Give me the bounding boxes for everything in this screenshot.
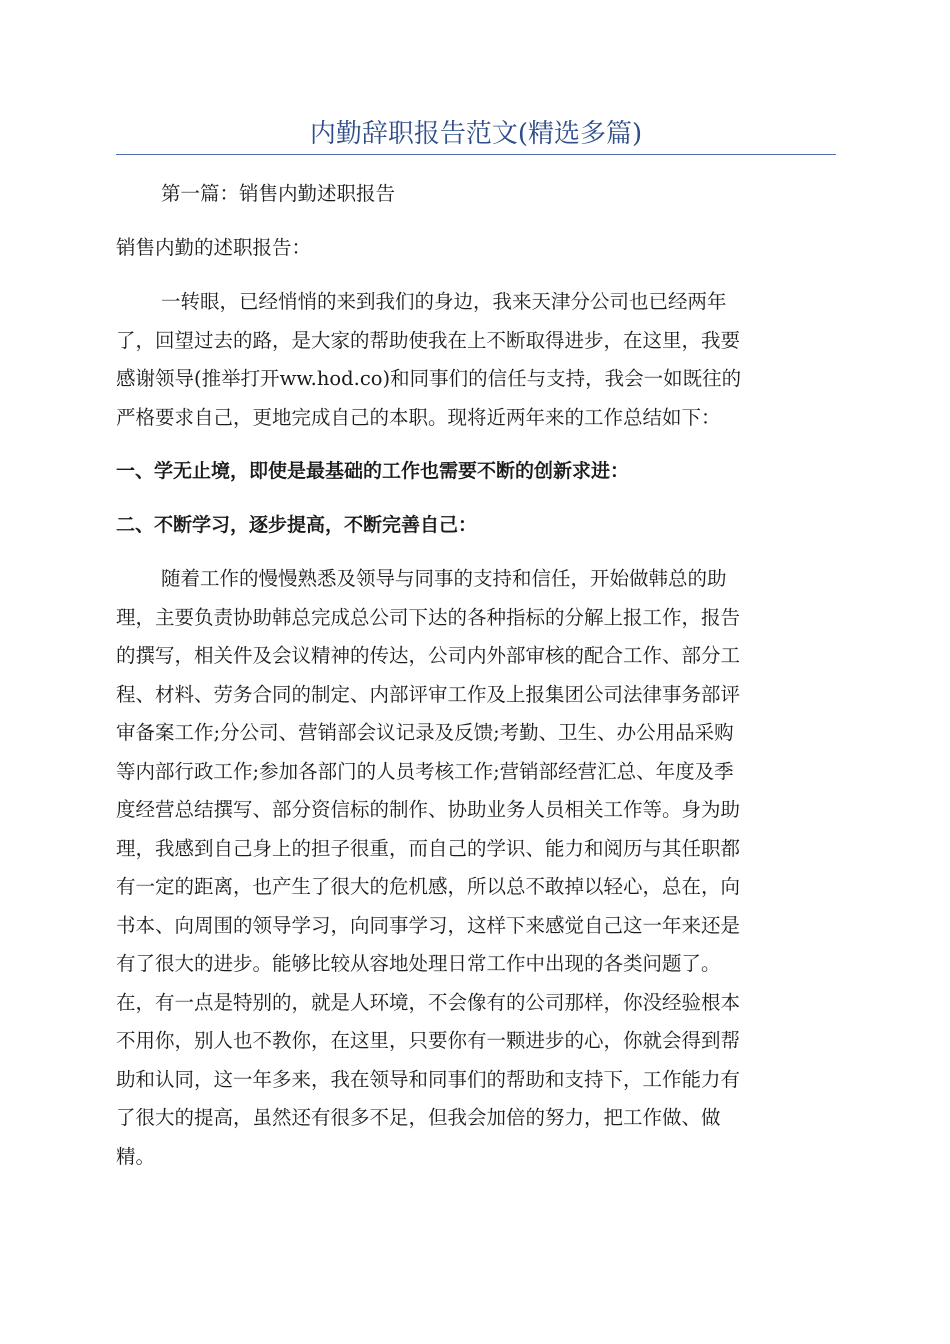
body-line: 不用你，别人也不教你，在这里，只要你有一颗进步的心，你就会得到帮 <box>116 1029 741 1052</box>
body-line: 有了很大的进步。能够比较从容地处理日常工作中出现的各类问题了。 <box>116 952 721 975</box>
body-line: 程、材料、劳务合同的制定、内部评审工作及上报集团公司法律事务部评 <box>116 682 741 706</box>
body-line: 度经营总结撰写、部分资信标的制作、协助业务人员相关工作等。身为助 <box>116 798 741 821</box>
body-line: 理，我感到自己身上的担子很重，而自己的学识、能力和阅历与其任职都 <box>116 836 741 860</box>
title-underline <box>116 154 836 155</box>
section-heading-block <box>116 175 836 214</box>
intro-line: 一转眼，已经悄悄的来到我们的身边，我来天津分公司也已经两年 <box>161 290 727 313</box>
salutation: 销售内勤的述职报告： <box>116 236 312 259</box>
body-line: 审备案工作;分公司、营销部会议记录及反馈;考勤、卫生、办公用品采购 <box>116 721 734 744</box>
intro-line: 感谢领导(推举打开ww.hod.co)和同事们的信任与支持，我会一如既往的 <box>116 367 742 390</box>
body-line: 了很大的提高，虽然还有很多不足，但我会加倍的努力，把工作做、做 <box>116 1106 721 1129</box>
salutation-block <box>116 229 836 268</box>
body-line: 精。 <box>116 1144 156 1168</box>
body-line: 的撰写，相关件及会议精神的传达，公司内外部审核的配合工作、部分工 <box>116 644 741 667</box>
point-two-block <box>116 506 836 545</box>
intro-line: 了，回望过去的路，是大家的帮助使我在上不断取得进步，在这里，我要 <box>116 328 741 352</box>
body-line: 助和认同，这一年多来，我在领导和同事们的帮助和支持下，工作能力有 <box>116 1067 741 1091</box>
body-line: 理，主要负责协助韩总完成总公司下达的各种指标的分解上报工作，报告 <box>116 605 741 629</box>
intro-line: 严格要求自己，更地完成自己的本职。现将近两年来的工作总结如下： <box>116 405 721 429</box>
point-two-heading: 二、不断学习，逐步提高，不断完善自己： <box>116 514 478 536</box>
point-one-heading: 一、学无止境，即使是最基础的工作也需要不断的创新求进： <box>116 460 630 482</box>
document-title: 内勤辞职报告范文(精选多篇) <box>309 119 643 149</box>
point-one-block <box>116 452 836 491</box>
intro-paragraph <box>116 283 836 437</box>
body-line: 随着工作的慢慢熟悉及领导与同事的支持和信任，开始做韩总的助 <box>161 567 727 590</box>
section-heading: 第一篇：销售内勤述职报告 <box>161 182 396 205</box>
body-line: 有一定的距离，也产生了很大的危机感，所以总不敢掉以轻心，总在，向 <box>116 875 741 898</box>
body-paragraph <box>116 560 836 1176</box>
body-line: 在，有一点是特别的，就是人环境，不会像有的公司那样，你没经验根本 <box>116 990 741 1014</box>
body-line: 书本、向周围的领导学习，向同事学习，这样下来感觉自己这一年来还是 <box>116 913 741 937</box>
body-line: 等内部行政工作;参加各部门的人员考核工作;营销部经营汇总、年度及季 <box>116 759 734 783</box>
